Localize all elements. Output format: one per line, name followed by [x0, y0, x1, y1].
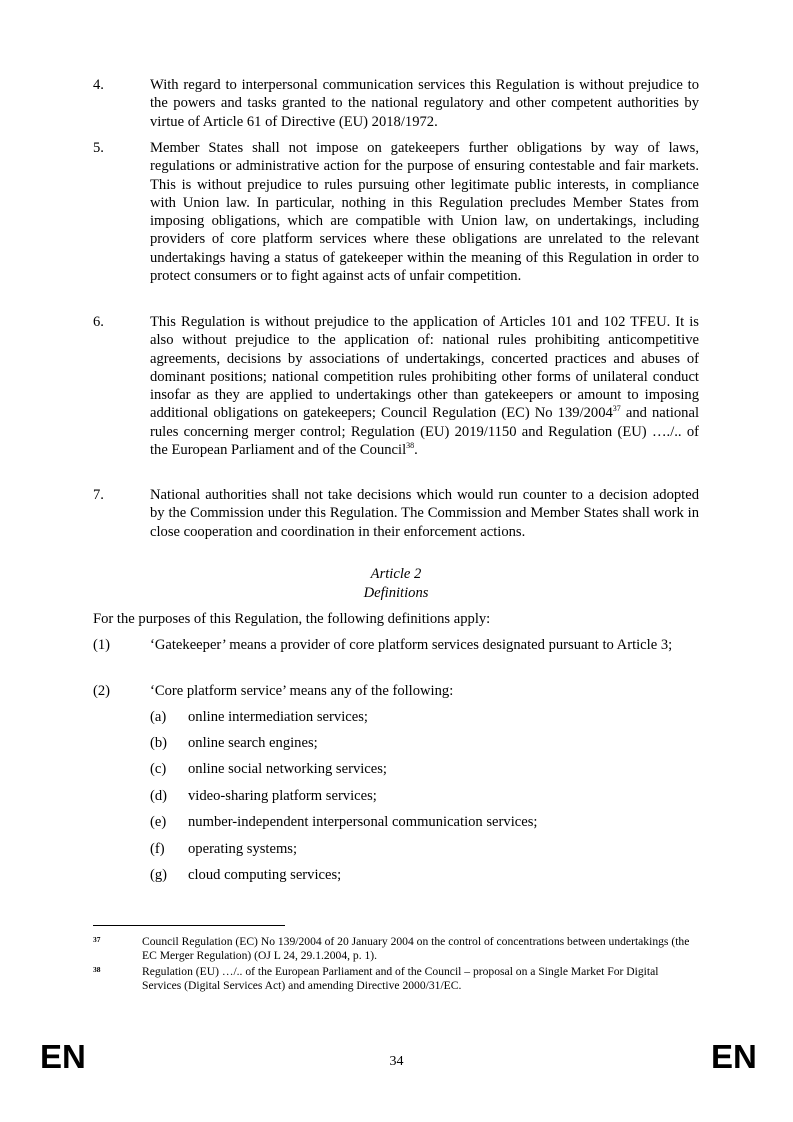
article-subtitle: Definitions	[363, 585, 429, 601]
list-item-letter: (b)	[150, 735, 168, 751]
footnote-number: 37	[93, 935, 101, 944]
list-item-text: video-sharing platform services;	[188, 788, 377, 804]
list-item-letter: (a)	[150, 709, 167, 725]
definitions-intro: For the purposes of this Regulation, the following definitions apply:	[93, 611, 491, 627]
definition-1	[93, 636, 699, 654]
list-item-letter: (d)	[150, 788, 168, 804]
list-item	[150, 866, 341, 884]
definition-2	[93, 682, 699, 700]
list-item-letter: (e)	[150, 814, 167, 830]
paragraph-number: 6.	[93, 314, 104, 330]
list-item-letter: (c)	[150, 761, 167, 777]
definition-number: (2)	[93, 683, 111, 699]
paragraph-number: 5.	[93, 140, 104, 156]
footnote-38	[93, 965, 699, 993]
footnote-ref-37[interactable]: 37	[612, 404, 621, 414]
paragraph-text: Member States shall not impose on gatekeepers further obligations by way of laws, regulations or administrative action for the purpose of ensuring contestable and fair markets. This is without prejudice to rules pursuing other legitimate public interests, in compliance with Union law. In particular, nothing in this Regulation precludes Member States from imposing obligations, which are compatible with Union law, on undertakings, including providers of core platform services where these obligations are unrelated to the relevant undertakings having a status of gatekeeper within the meaning of this Regulation in order to protect consumers or to fight against acts of unfair competition.	[150, 140, 699, 285]
footnote-37	[93, 935, 699, 963]
paragraph-text-part: and national rules concerning merger control; Regulation (EU) 2019/1150 and Regulation (EU) …./.. of the European Parliament and of the Council	[150, 405, 699, 459]
list-item-letter: (f)	[150, 841, 165, 857]
footnote-separator	[93, 925, 285, 926]
paragraph-number: 4.	[93, 77, 104, 93]
definition-text: ‘Core platform service’ means any of the following:	[150, 683, 454, 699]
footnote-text: Council Regulation (EC) No 139/2004 of 20 January 2004 on the control of concentrations between undertakings (the EC Merger Regulation) (OJ L 24, 29.1.2004, p. 1).	[142, 935, 690, 963]
definition-text: ‘Gatekeeper’ means a provider of core platform services designated pursuant to Article 3;	[150, 637, 673, 653]
list-item	[150, 760, 387, 778]
list-item-text: cloud computing services;	[188, 867, 342, 883]
paragraph-text	[150, 313, 699, 459]
list-item-text: online intermediation services;	[188, 709, 368, 725]
paragraph-text-part: This Regulation is without prejudice to the application of Articles 101 and 102 TFEU. It is also without prejudice to the application of: national rules prohibiting anticompetitive agreements, decisions by associations of undertakings, concerted practices and abuses of dominant positions; national competition rules prohibiting other forms of unilateral conduct insofar as they are applied to undertakings other than gatekeepers or amount to imposing additional obligations on gatekeepers; Council Regulation (EC) No 139/2004	[150, 314, 699, 422]
list-item-text: online search engines;	[188, 735, 318, 751]
list-item-text: online social networking services;	[188, 761, 387, 777]
language-label-right: EN	[711, 1038, 757, 1075]
list-item-text: operating systems;	[188, 841, 298, 857]
list-item	[150, 787, 377, 805]
list-item	[150, 734, 318, 752]
footnote-number: 38	[93, 965, 101, 974]
article-title: Article 2	[370, 566, 422, 582]
list-item	[150, 708, 368, 726]
list-item	[150, 840, 297, 858]
paragraph-7	[93, 486, 699, 541]
language-label-left: EN	[40, 1038, 86, 1075]
page-number: 34	[389, 1054, 404, 1069]
paragraph-text: National authorities shall not take decisions which would run counter to a decision adopted by the Commission under this Regulation. The Commission and Member States shall work in close cooperation and coordination in their enforcement actions.	[150, 487, 699, 540]
paragraph-number: 7.	[93, 487, 104, 503]
definition-number: (1)	[93, 637, 111, 653]
list-item-text: number-independent interpersonal communication services;	[188, 814, 538, 830]
paragraph-text-part: .	[414, 442, 418, 459]
list-item	[150, 813, 537, 831]
list-item-letter: (g)	[150, 867, 168, 883]
paragraph-6	[93, 313, 699, 459]
footnote-text: Regulation (EU) …/.. of the European Parliament and of the Council – proposal on a Single Market For Digital Services (Digital Services Act) and amending Directive 2000/31/EC.	[142, 965, 659, 993]
footnote-ref-38[interactable]: 38	[406, 441, 415, 451]
paragraph-5	[93, 139, 699, 285]
paragraph-text: With regard to interpersonal communication services this Regulation is without prejudice to the powers and tasks granted to the national regulatory and other competent authorities by virtue of Article 61 of Directive (EU) 2018/1972.	[150, 77, 699, 130]
paragraph-4	[93, 76, 699, 131]
